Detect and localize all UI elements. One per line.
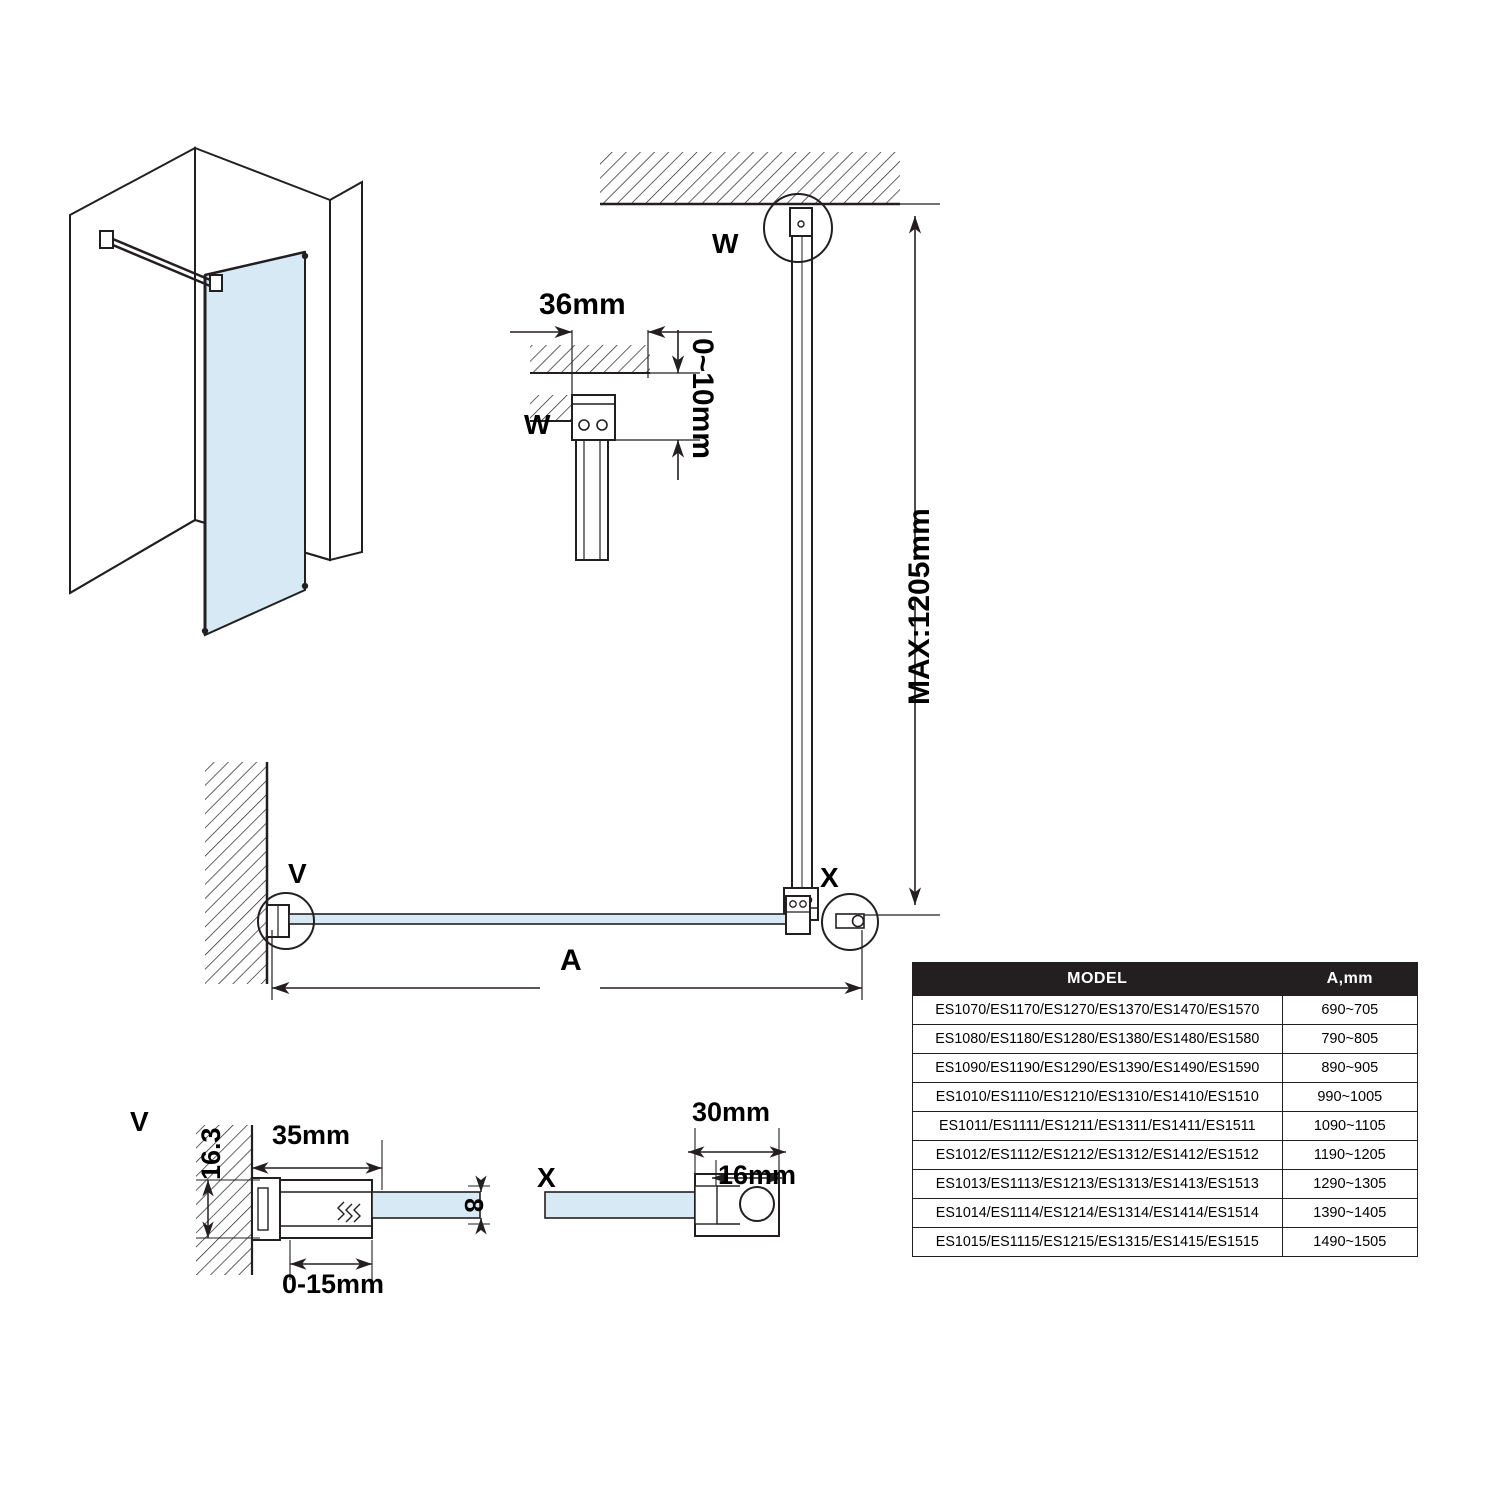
table-header-a: A,mm bbox=[1282, 963, 1417, 996]
table-cell-a: 1490~1505 bbox=[1282, 1228, 1417, 1257]
callout-v-detail: V bbox=[130, 1106, 149, 1137]
table-cell-a: 990~1005 bbox=[1282, 1083, 1417, 1112]
table-body bbox=[913, 996, 1418, 1257]
table-cell-a: 790~805 bbox=[1282, 1025, 1417, 1054]
dim-max-height: MAX:1205mm bbox=[903, 508, 936, 705]
table-cell-a: 1090~1105 bbox=[1282, 1112, 1417, 1141]
callout-x-plan: X bbox=[820, 862, 839, 893]
dim-0-10mm: 0~10mm bbox=[686, 338, 719, 459]
callout-v-plan: V bbox=[288, 858, 307, 889]
table-header-row bbox=[913, 963, 1418, 996]
table-cell-model: ES1012/ES1112/ES1212/ES1312/ES1412/ES1512 bbox=[913, 1141, 1283, 1170]
table-row bbox=[913, 1199, 1418, 1228]
callout-w-top: W bbox=[712, 228, 739, 259]
table-row bbox=[913, 1054, 1418, 1083]
dim-16mm: 16mm bbox=[718, 1160, 797, 1190]
table-row bbox=[913, 1112, 1418, 1141]
table-cell-model: ES1070/ES1170/ES1270/ES1370/ES1470/ES1570 bbox=[913, 996, 1283, 1025]
detail-w-view bbox=[510, 330, 712, 560]
dim-a: A bbox=[560, 944, 582, 977]
table-row bbox=[913, 996, 1418, 1025]
callout-w-detail: W bbox=[524, 409, 551, 440]
table-header-model: MODEL bbox=[913, 963, 1283, 996]
table-cell-a: 690~705 bbox=[1282, 996, 1417, 1025]
table-cell-model: ES1080/ES1180/ES1280/ES1380/ES1480/ES1580 bbox=[913, 1025, 1283, 1054]
table-cell-model: ES1010/ES1110/ES1210/ES1310/ES1410/ES1510 bbox=[913, 1083, 1283, 1112]
table-cell-model: ES1011/ES1111/ES1211/ES1311/ES1411/ES1511 bbox=[913, 1112, 1283, 1141]
dim-35mm: 35mm bbox=[272, 1120, 351, 1150]
model-spec-table bbox=[912, 962, 1418, 1257]
elevation-view bbox=[600, 152, 940, 920]
table-cell-a: 890~905 bbox=[1282, 1054, 1417, 1083]
dim-glass-thickness: 8 bbox=[459, 1198, 489, 1213]
table-row bbox=[913, 1170, 1418, 1199]
table-cell-model: ES1015/ES1115/ES1215/ES1315/ES1415/ES1515 bbox=[913, 1228, 1283, 1257]
dim-16-3: 16.3 bbox=[196, 1127, 226, 1180]
dim-30mm: 30mm bbox=[692, 1097, 771, 1127]
table-row bbox=[913, 1228, 1418, 1257]
dim-36mm: 36mm bbox=[539, 288, 626, 321]
table-row bbox=[913, 1025, 1418, 1054]
table-cell-a: 1290~1305 bbox=[1282, 1170, 1417, 1199]
table-cell-model: ES1014/ES1114/ES1214/ES1314/ES1414/ES1514 bbox=[913, 1199, 1283, 1228]
table-cell-model: ES1013/ES1113/ES1213/ES1313/ES1413/ES1513 bbox=[913, 1170, 1283, 1199]
table-row bbox=[913, 1083, 1418, 1112]
table-row bbox=[913, 1141, 1418, 1170]
table-cell-a: 1390~1405 bbox=[1282, 1199, 1417, 1228]
callout-x-detail: X bbox=[537, 1162, 556, 1193]
isometric-view bbox=[70, 148, 362, 635]
dim-0-15mm: 0-15mm bbox=[282, 1269, 385, 1299]
table-cell-a: 1190~1205 bbox=[1282, 1141, 1417, 1170]
table-cell-model: ES1090/ES1190/ES1290/ES1390/ES1490/ES1590 bbox=[913, 1054, 1283, 1083]
